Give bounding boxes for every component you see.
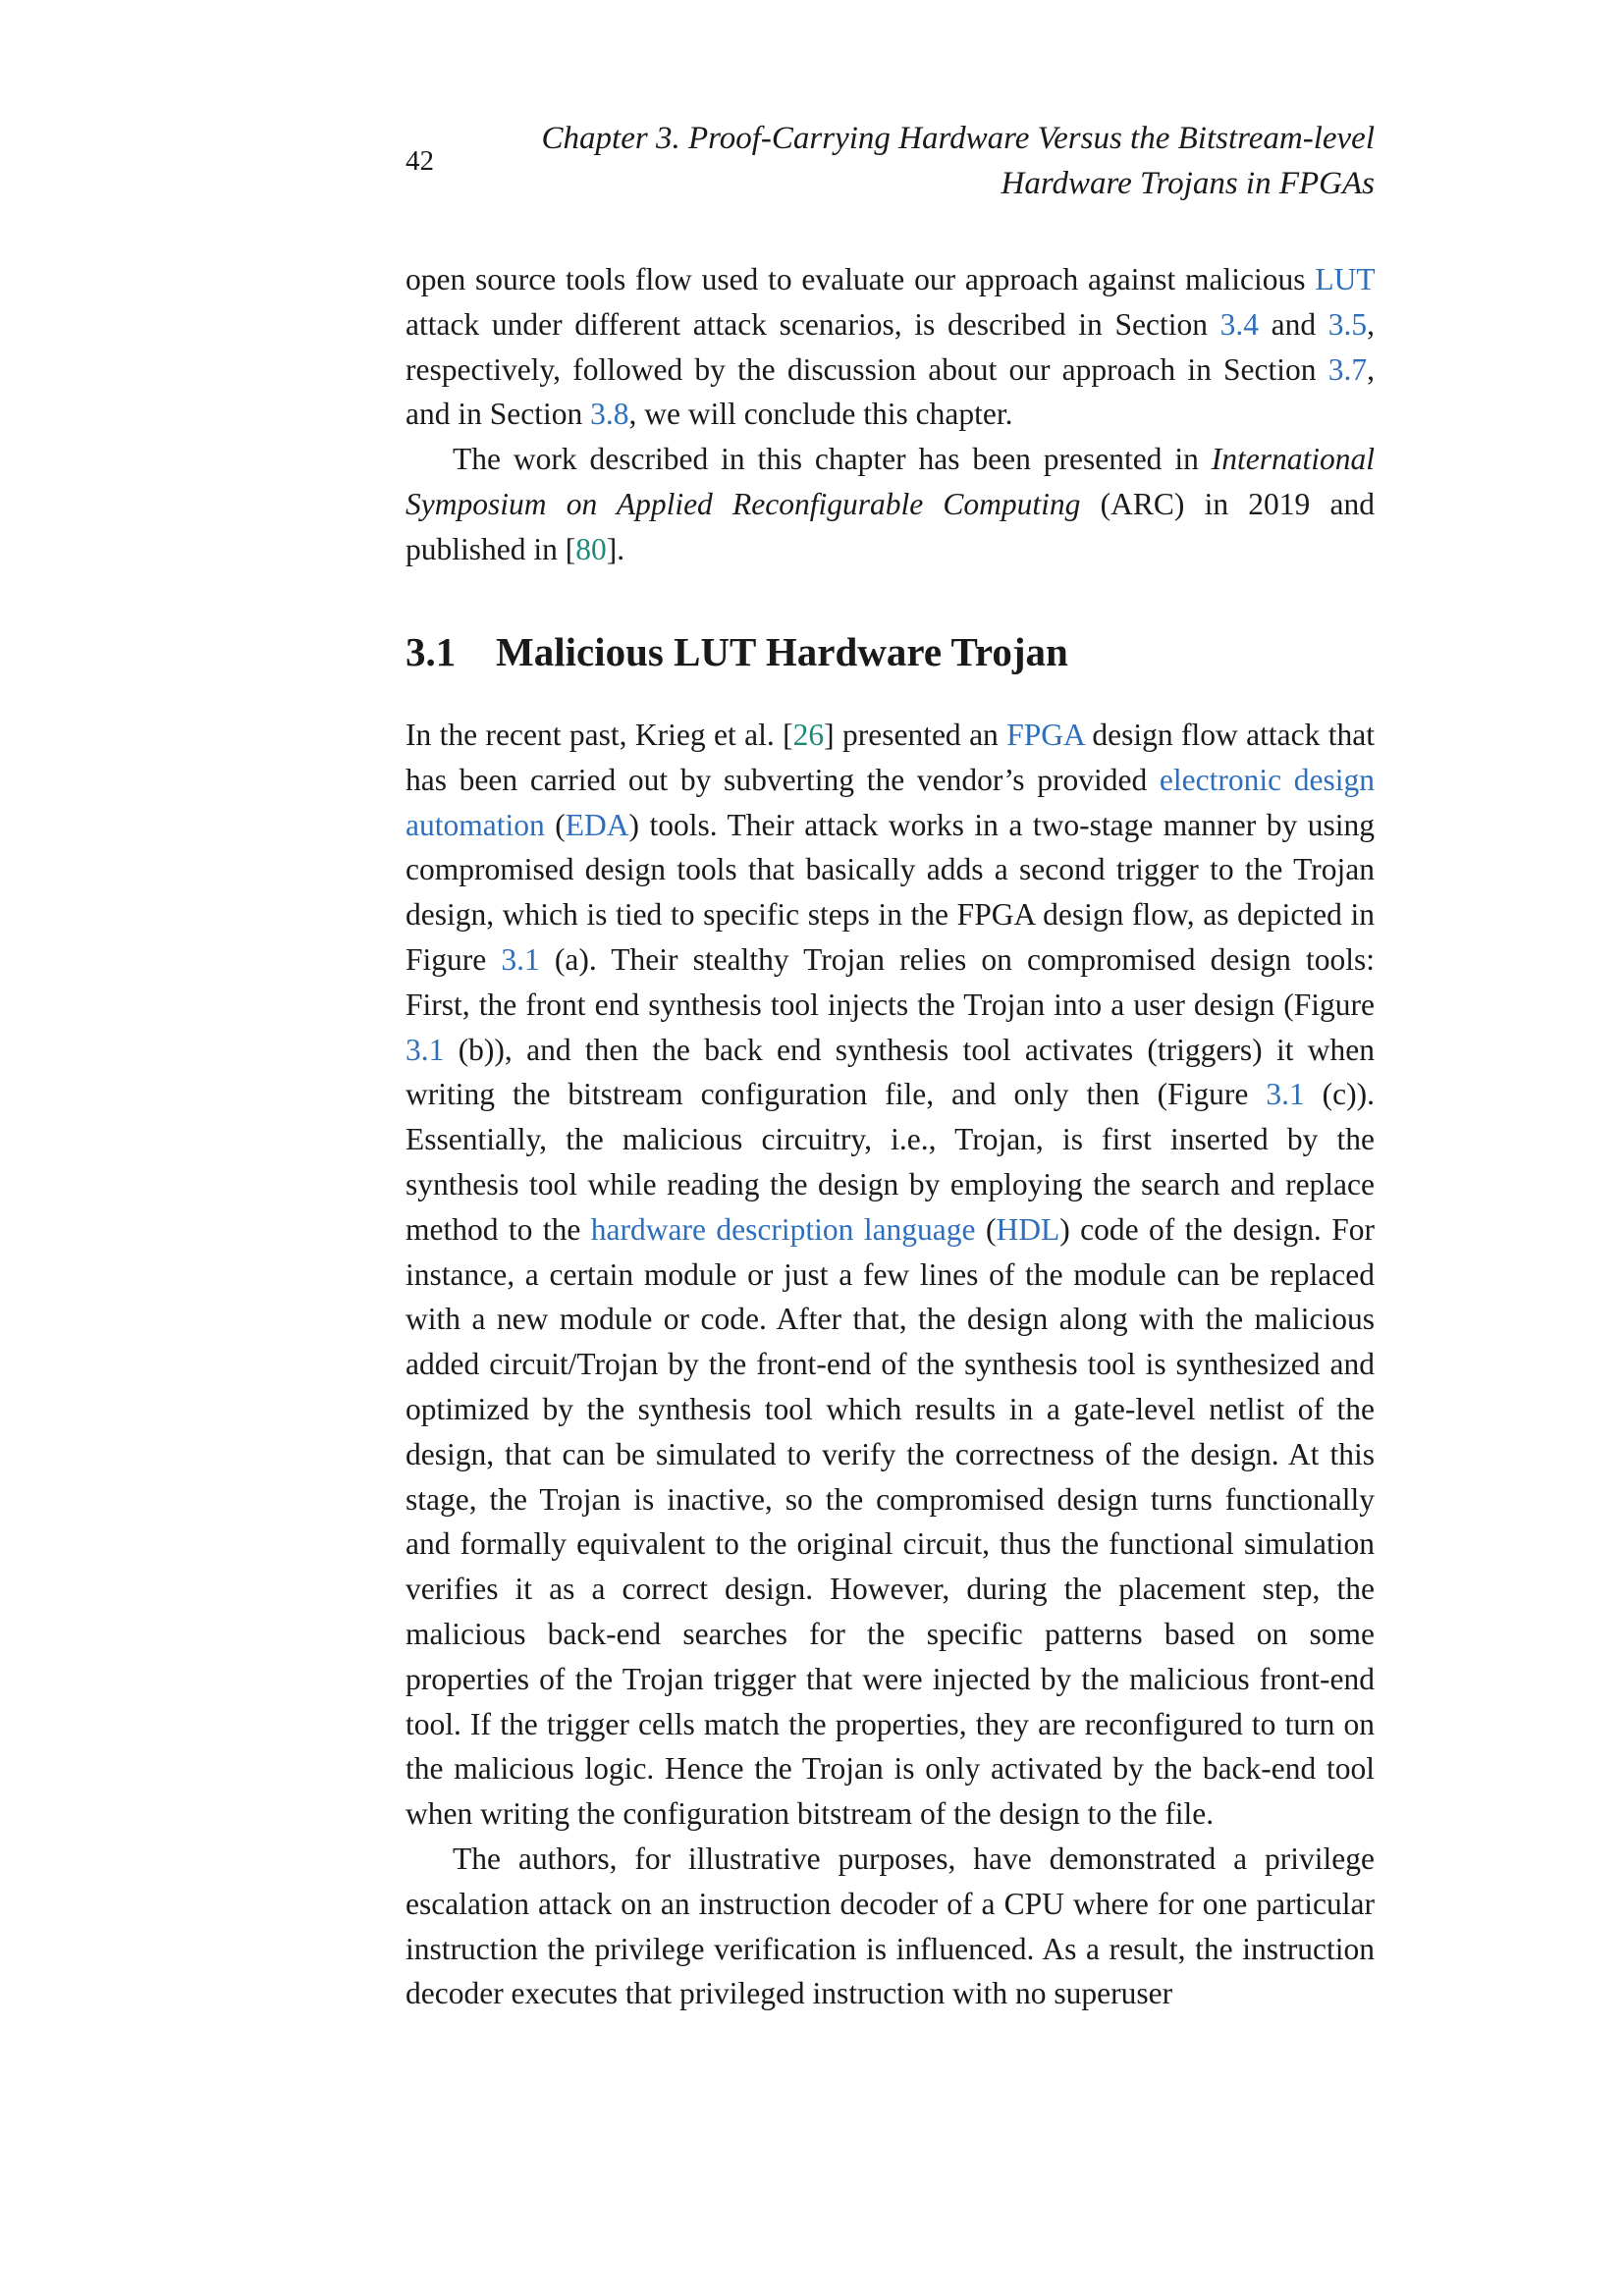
text-run: In the recent past, Krieg et al. [ bbox=[406, 718, 793, 752]
text-run: ]. bbox=[606, 531, 625, 566]
figure-ref-3-1-a[interactable]: 3.1 bbox=[501, 941, 540, 977]
acronym-link-hdl[interactable]: HDL bbox=[996, 1211, 1060, 1247]
text-run: The work described in this chapter has been presented in bbox=[453, 442, 1212, 477]
figure-ref-3-1-c[interactable]: 3.1 bbox=[1266, 1077, 1305, 1112]
text-run: and bbox=[1258, 306, 1328, 342]
section-ref-3-4[interactable]: 3.4 bbox=[1219, 306, 1259, 342]
glossary-link-eda[interactable]: electronic design automation bbox=[406, 762, 1375, 842]
text-run: ) code of the design. For instance, a certain module or just a few lines of the module can be replaced with a new module or code. After that, the design along with the malicious added circuit/Trojan by the front-end of the synthesis tool is synthesized and optimized by the synthesis tool which results in a gate-level netlist of the design, that can be simulated to verify the correctness of the design. At this stage, the Trojan is inactive, so the compromised design turns functionally and formally equivalent to the original circuit, thus the functional simulation verifies it as a correct design. However, during the placement step, the malicious back-end searches for the specific patterns based on some properties of the Trojan trigger that were injected by the malicious front-end tool. If the trigger cells match the properties, they are reconfigured to turn on the malicious logic. Hence the Trojan is only activated by the back-end tool when writing the configuration bitstream of the design to the file. bbox=[406, 1211, 1375, 1832]
body-paragraph-1 bbox=[406, 713, 1375, 1837]
section-number: 3.1 bbox=[406, 629, 457, 674]
text-run: attack under different attack scenarios, is described in Section bbox=[406, 306, 1220, 342]
body-paragraph-2: The authors, for illustrative purposes, have demonstrated a privilege escalation attack on an instruction decoder of a CPU where for one particular instruction the privilege verification is influenced. As a result, the instruction decoder executes that privileged instruction with no superuser bbox=[406, 1841, 1375, 2011]
text-run: (b)), and then the back end synthesis tool activates (triggers) it when writing the bitstream configuration file, and only then (Figure bbox=[406, 1032, 1375, 1112]
section-ref-3-8[interactable]: 3.8 bbox=[590, 397, 629, 432]
intro-paragraph-1 bbox=[406, 257, 1375, 437]
text-run: (ARC) in 2019 and published in [ bbox=[406, 486, 1375, 566]
section-ref-3-7[interactable]: 3.7 bbox=[1327, 351, 1368, 387]
section-body bbox=[406, 713, 1375, 2016]
intro-text bbox=[406, 257, 1375, 572]
text-run: design flow attack that has been carried out by subverting the vendor’s provided bbox=[406, 718, 1375, 797]
text-run: ] presented an bbox=[824, 718, 1007, 752]
acronym-link-eda[interactable]: EDA bbox=[565, 807, 629, 842]
running-header-line-1: Chapter 3. Proof-Carrying Hardware Versus the Bitstream-level bbox=[541, 121, 1375, 156]
text-run: (a). Their stealthy Trojan relies on compromised design tools: First, the front end synthesis tool injects the Trojan into a user design (Figure bbox=[406, 941, 1375, 1022]
text-run: open source tools flow used to evaluate our approach against malicious bbox=[406, 262, 1316, 296]
glossary-link-hdl[interactable]: hardware description language bbox=[590, 1211, 976, 1247]
acronym-link-fpga[interactable]: FPGA bbox=[1006, 718, 1084, 752]
acronym-link-lut[interactable]: LUT bbox=[1315, 262, 1375, 296]
page-number: 42 bbox=[406, 145, 434, 177]
section-heading bbox=[406, 628, 1068, 675]
venue-name: International Symposium on Applied Reconfigurable Computing bbox=[406, 442, 1375, 521]
text-run: ( bbox=[975, 1211, 997, 1247]
intro-paragraph-2 bbox=[406, 437, 1375, 571]
citation-26[interactable]: 26 bbox=[792, 718, 825, 752]
citation-80[interactable]: 80 bbox=[575, 531, 607, 566]
text-run: (c)). Essentially, the malicious circuitry, i.e., Trojan, is first inserted by the synthesis tool while reading the design by employing the search and replace method to the bbox=[406, 1077, 1376, 1247]
running-header-line-2: Hardware Trojans in FPGAs bbox=[1001, 166, 1375, 201]
section-title: Malicious LUT Hardware Trojan bbox=[496, 629, 1068, 674]
text-run: , and in Section bbox=[406, 351, 1375, 432]
running-header bbox=[452, 116, 1375, 206]
text-run: ) tools. Their attack works in a two-stage manner by using compromised design tools that basically adds a second trigger to the Trojan design, which is tied to specific steps in the FPGA design flow, as depicted in Figure bbox=[406, 807, 1375, 977]
text-run: , we will conclude this chapter. bbox=[628, 397, 1013, 432]
figure-ref-3-1-b[interactable]: 3.1 bbox=[406, 1032, 445, 1067]
text-run: ( bbox=[544, 807, 566, 842]
section-ref-3-5[interactable]: 3.5 bbox=[1327, 306, 1368, 342]
text-run: , respectively, followed by the discussion about our approach in Section bbox=[406, 306, 1375, 387]
